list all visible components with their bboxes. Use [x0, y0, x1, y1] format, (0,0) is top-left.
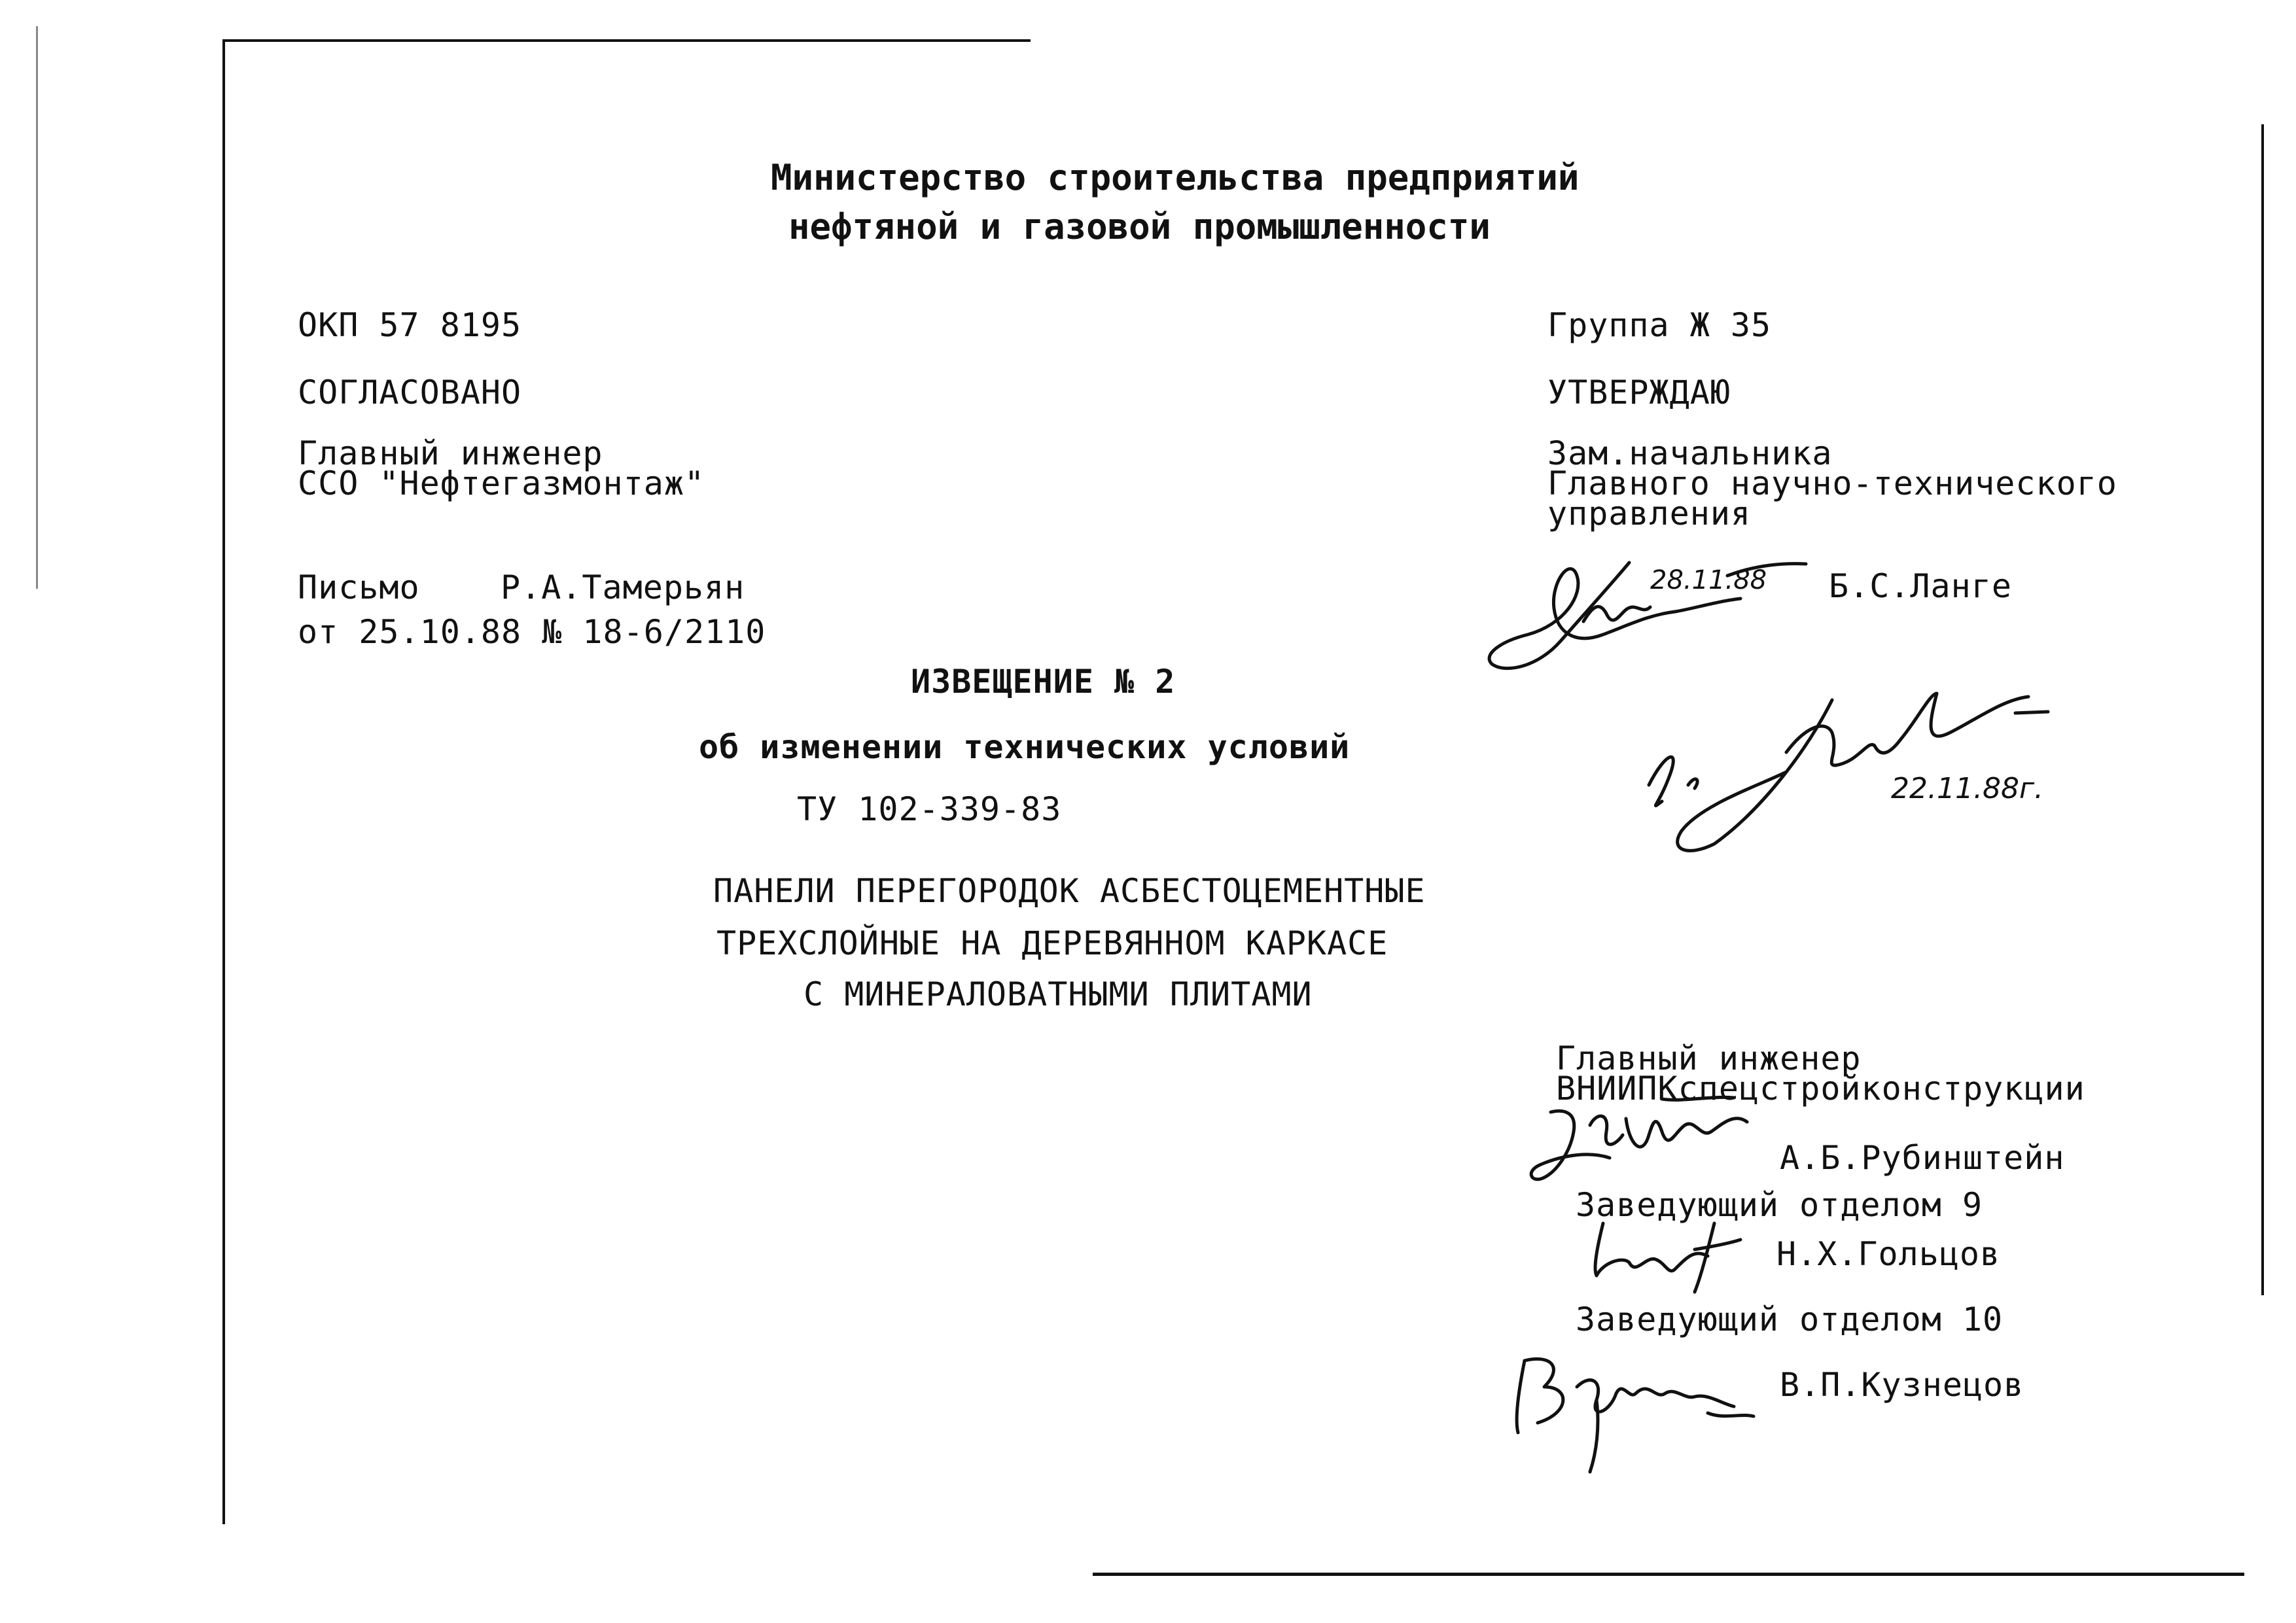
notice-title: ИЗВЕЩЕНИЕ № 2 [911, 663, 1176, 701]
approve-label: УТВЕРЖДАЮ [1547, 374, 1731, 411]
product-name-line1: ПАНЕЛИ ПЕРЕГОРОДОК АСБЕСТОЦЕМЕНТНЫЕ [713, 872, 1426, 910]
dept10-head-role: Заведующий отделом 10 [1576, 1300, 2004, 1338]
frame-top-line [222, 39, 1031, 42]
dept9-head-role: Заведующий отделом 9 [1576, 1186, 1983, 1224]
right-role-line2: Главного научно-технического [1547, 464, 2117, 502]
product-name-line2: ТРЕХСЛОЙНЫЕ НА ДЕРЕВЯННОМ КАРКАСЕ [716, 924, 1388, 962]
agreed-label: СОГЛАСОВАНО [298, 374, 522, 411]
approver-name: Б.С.Ланге [1829, 567, 2012, 605]
right-role-line3: управления [1547, 495, 1752, 532]
letter-label: Письмо [298, 568, 420, 606]
group-code: Группа Ж 35 [1547, 306, 1772, 344]
frame-bottom-line [1093, 1573, 2244, 1576]
chief-engineer-name: А.Б.Рубинштейн [1780, 1139, 2065, 1177]
frame-left-line [222, 39, 225, 1524]
dept10-head-name: В.П.Кузнецов [1780, 1366, 2024, 1404]
scan-edge-line [36, 26, 38, 589]
product-name-line3: С МИНЕРАЛОВАТНЫМИ ПЛИТАМИ [804, 975, 1313, 1013]
letter-person: Р.А.Тамерьян [501, 568, 745, 606]
frame-right-line [2261, 124, 2264, 1295]
tu-number: ТУ 102-339-83 [797, 790, 1062, 828]
dept9-head-name: Н.Х.Гольцов [1776, 1235, 2001, 1273]
letter-reference: от 25.10.88 № 18-6/2110 [298, 613, 766, 651]
left-role-line2: ССО "Нефтегазмонтаж" [298, 464, 705, 502]
chief-engineer-signature [1511, 1073, 1852, 1204]
approver-signature-date: 28.11.88 [1650, 565, 1767, 595]
chief-engineer-role-line2: ВНИИПКспецстройконструкции [1556, 1070, 2085, 1108]
chief-engineer-role-line1: Главный инженер [1556, 1039, 1862, 1077]
okp-code: ОКП 57 8195 [298, 306, 522, 344]
second-signature-date: 22.11.88г. [1891, 772, 2044, 805]
notice-subtitle: об изменении технических условий [699, 728, 1351, 766]
dept9-head-signature [1583, 1210, 1767, 1295]
ministry-name-line2: нефтяной и газовой промышленности [788, 206, 1491, 247]
right-role-line1: Зам.начальника [1547, 434, 1833, 472]
left-role-line1: Главный инженер [298, 434, 603, 472]
second-signature [1610, 654, 2107, 864]
ministry-name-line1: Министерство строительства предприятий [771, 157, 1580, 198]
dept10-head-signature [1498, 1335, 1773, 1478]
